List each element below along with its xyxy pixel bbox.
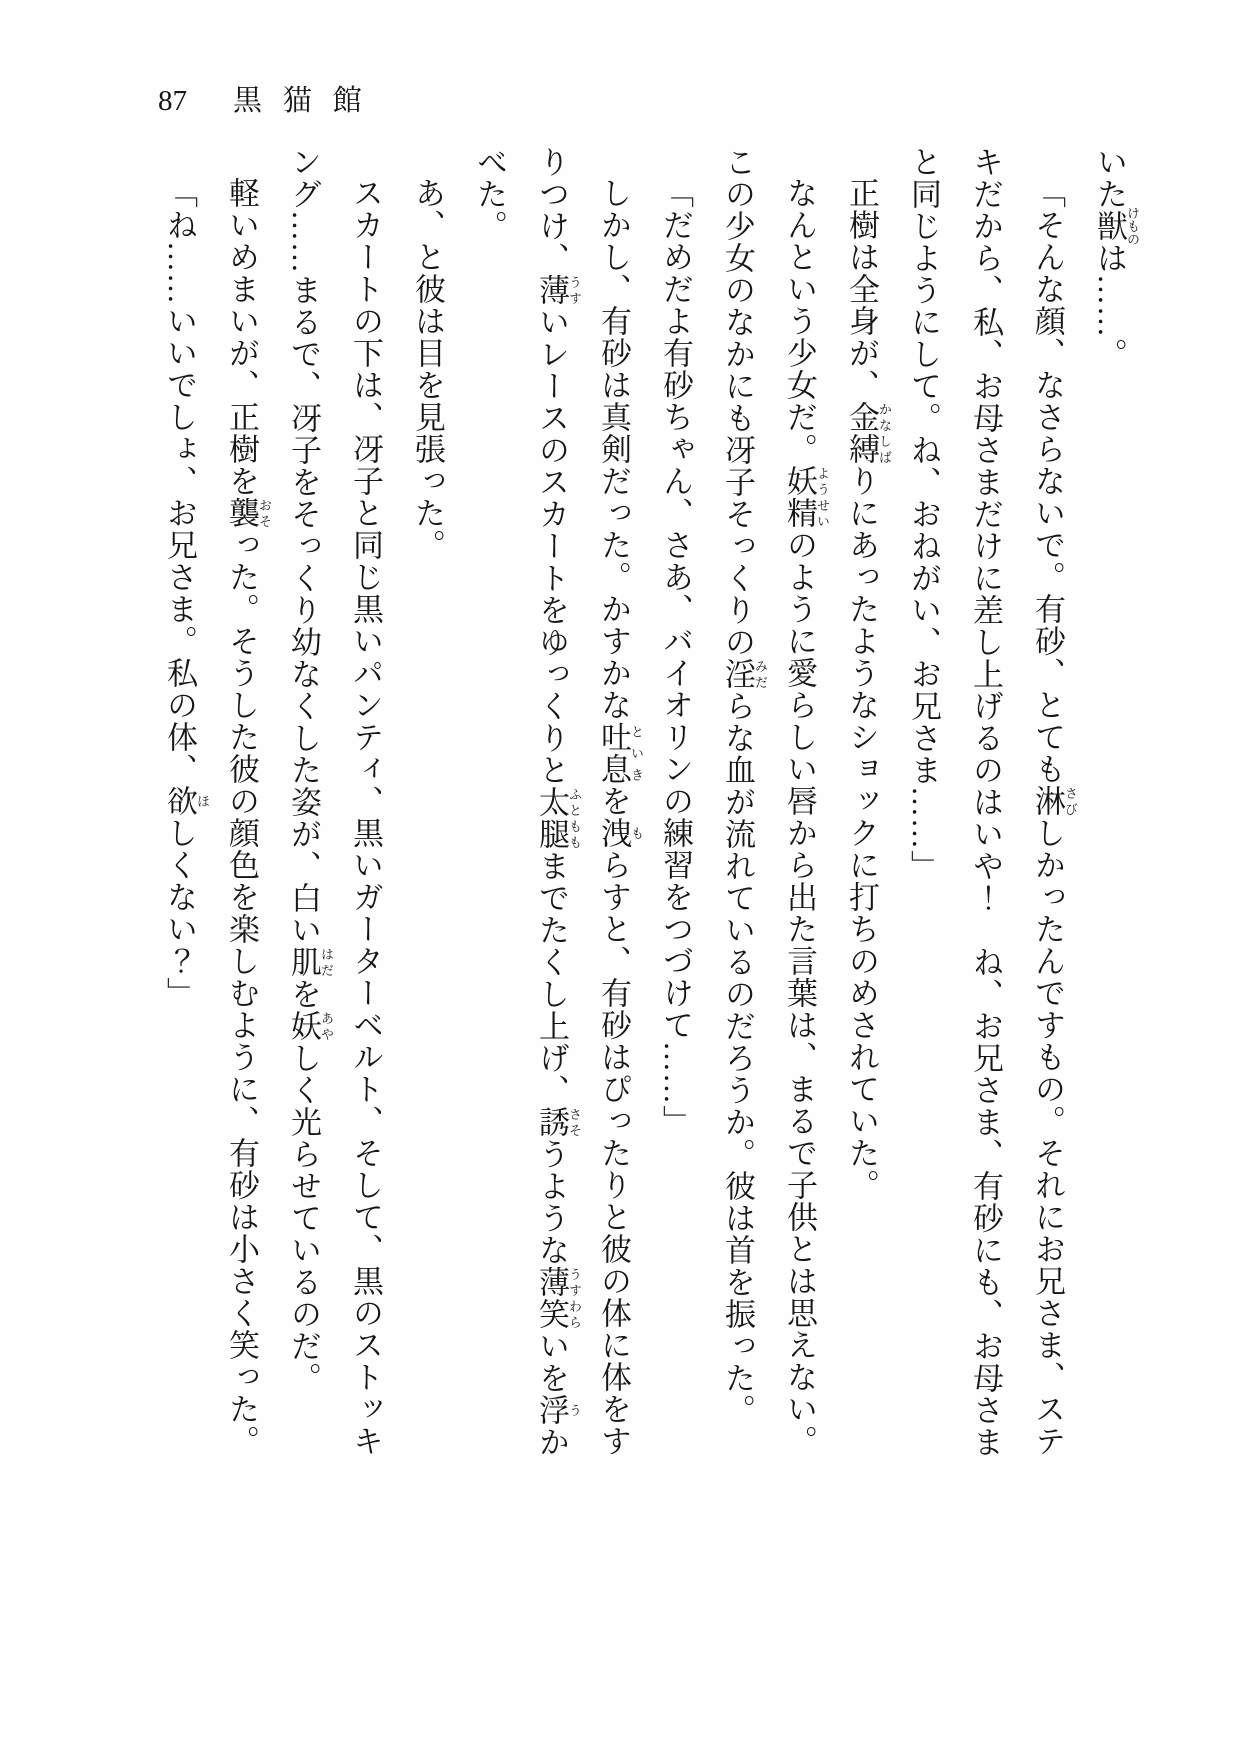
ruby-annotated-word: 洩も — [596, 817, 644, 849]
ruby-annotated-word: 淫みだ — [720, 658, 768, 690]
ruby-annotated-word: 欲ほ — [162, 785, 210, 817]
ruby-annotated-word: 妖あや — [286, 1010, 334, 1042]
ruby-annotated-word: 誘さそ — [534, 1106, 582, 1138]
text-columns — [148, 146, 1140, 1466]
page-number: 87 — [158, 85, 187, 117]
ruby-annotated-word: 薄笑うすわら — [534, 1266, 582, 1330]
paragraph: いた獣けものは……。 — [1092, 146, 1140, 370]
paragraph: なんという少女だ。妖精ようせいのように愛らしい唇から出た言葉は、まるで子供とは思えない。この少女のなかにも冴子そっくりの淫みだらな血が流れているのだろうか。彼は首を振った。 — [720, 146, 830, 1457]
ruby-annotated-word: 浮う — [534, 1394, 582, 1426]
ruby-annotated-word: 太腿ふともも — [534, 786, 582, 850]
paragraph: しかし、有砂は真剣だった。かすかな吐息といきを洩もらすと、有砂はぴったりと彼の体に体をすりつけ、薄うすいレースのスカートをゆっくりと太腿ふとももまでたくし上げ、誘さそうような薄笑うすわらいを浮うかべた。 — [472, 146, 644, 1458]
ruby-annotated-word: 妖精ようせい — [782, 465, 830, 529]
paragraph: 「ね……いいでしょ、お兄さま。私の体、欲ほしくない？」 — [162, 177, 210, 1009]
ruby-annotated-word: 淋さび — [1030, 785, 1078, 817]
ruby-annotated-word: 獣けもの — [1092, 206, 1140, 246]
paragraph: 「だめだよ有砂ちゃん、さあ、バイオリンの練習をつづけて……」 — [658, 177, 693, 1137]
paragraph: 「そんな顔、なさらないで。有砂、とても淋さびしかったんですもの。それにお兄さま、ステキだから、私、お母さまだけに差し上げるのはいや！ ね、お兄さま、有砂にも、お母さまと同じようにして。ね、おねがい、お兄さま……」 — [906, 146, 1078, 1458]
paragraph: スカートの下は、冴子と同じ黒いパンティ、黒いガーターベルト、そして、黒のストッキング……まるで、冴子をそっくり幼なくした姿が、白い肌はだを妖あやしく光らせているのだ。 — [286, 146, 383, 1457]
paragraph: 軽いめまいが、正樹を襲おそった。そうした彼の顔色を楽しむように、有砂は小さく笑った。 — [224, 177, 272, 1457]
ruby-annotated-word: 襲おそ — [224, 497, 272, 529]
running-title: 黒猫館 — [233, 85, 383, 117]
ruby-annotated-word: 吐息といき — [596, 721, 644, 785]
paragraph: あ、と彼は目を見張った。 — [410, 177, 445, 561]
page-header — [158, 78, 383, 119]
ruby-annotated-word: 肌はだ — [286, 946, 334, 978]
paragraph: 正樹は全身が、金縛かなしばりにあったようなショックに打ちのめされていた。 — [844, 177, 892, 1201]
ruby-annotated-word: 薄うす — [534, 274, 582, 306]
ruby-annotated-word: 金縛かなしば — [844, 401, 892, 465]
